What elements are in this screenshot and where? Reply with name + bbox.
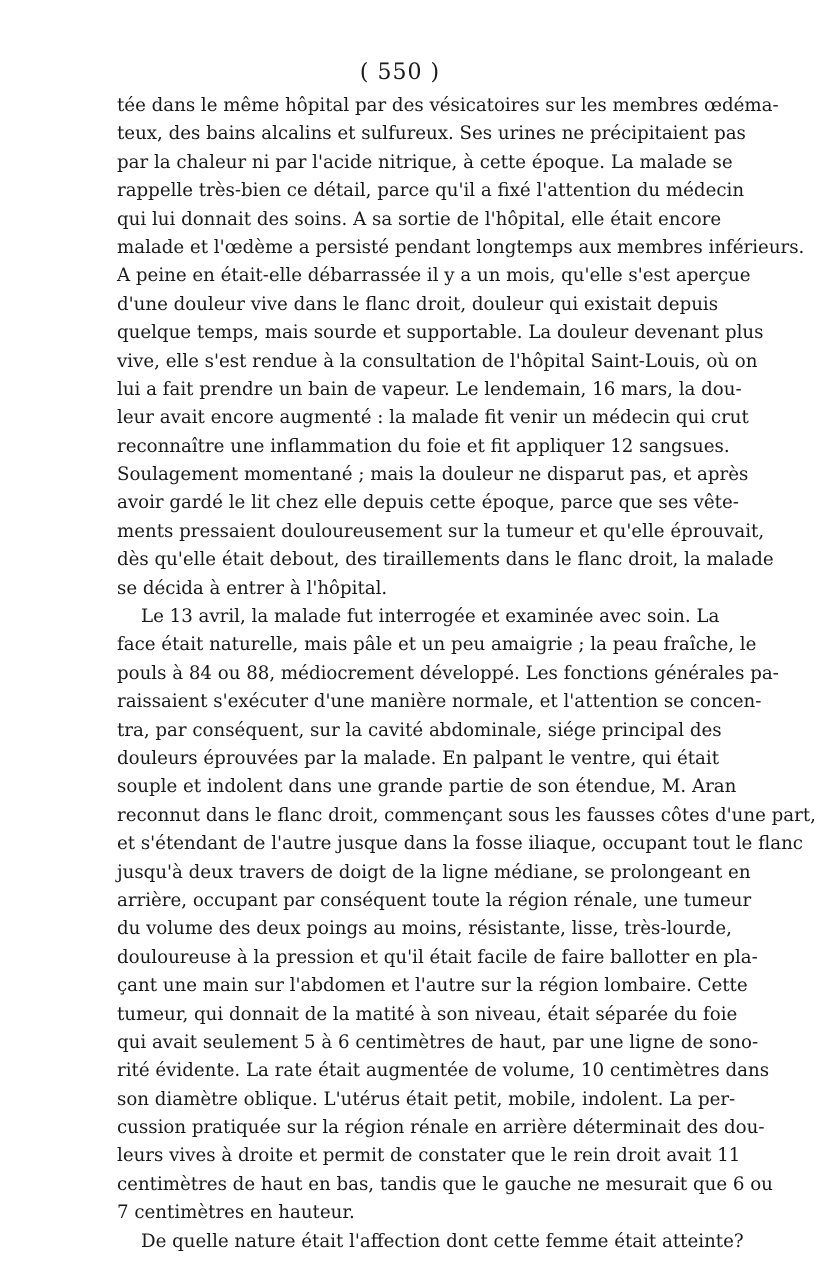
text-line: et s'étendant de l'autre jusque dans la fosse iliaque, occupant tout le flanc [117,833,803,855]
text-line: souple et indolent dans une grande partie de son étendue, M. Aran [117,776,737,798]
text-line: rappelle très-bien ce détail, parce qu'il a fixé l'attention du médecin [117,180,745,202]
text-line: qui avait seulement 5 à 6 centimètres de haut, par une ligne de sono- [117,1031,759,1053]
text-line: tée dans le même hôpital par des vésicatoires sur les membres œdéma- [117,95,779,116]
text-line: Le 13 avril, la malade fut interrogée et examinée avec soin. La [141,606,720,628]
text-line: De quelle nature était l'affection dont cette femme était atteinte? [141,1230,744,1252]
text-line: quelque temps, mais sourde et supportable. La douleur devenant plus [117,322,764,344]
text-line: ments pressaient douloureusement sur la tumeur et qu'elle éprouvait, [117,520,765,542]
text-line: raissaient s'exécuter d'une manière normale, et l'attention se concen- [117,691,762,713]
text-line: centimètres de haut en bas, tandis que le gauche ne mesurait que 6 ou [117,1173,773,1195]
text-line: leurs vives à droite et permit de constater que le rein droit avait 11 [117,1145,741,1167]
text-line: douloureuse à la pression et qu'il était facile de faire ballotter en pla- [117,946,758,968]
text-line: cussion pratiquée sur la région rénale en arrière déterminait des dou- [117,1117,765,1139]
text-line: çant une main sur l'abdomen et l'autre sur la région lombaire. Cette [117,975,748,997]
text-line: dès qu'elle était debout, des tiraillements dans le flanc droit, la malade [117,549,774,571]
text-line: malade et l'œdème a persisté pendant longtemps aux membres inférieurs. [117,236,805,258]
text-line: A peine en était-elle débarrassée il y a un mois, qu'elle s'est aperçue [117,265,751,287]
text-line: d'une douleur vive dans le flanc droit, douleur qui existait depuis [117,293,719,315]
text-line: face était naturelle, mais pâle et un peu amaigrie ; la peau fraîche, le [117,634,757,656]
text-line: teux, des bains alcalins et sulfureux. Ses urines ne précipitaient pas [117,123,746,145]
text-line: vive, elle s'est rendue à la consultation de l'hôpital Saint-Louis, où on [117,350,758,372]
text-line: reconnut dans le flanc droit, commençant sous les fausses côtes d'une part, [117,804,816,826]
text-line: avoir gardé le lit chez elle depuis cette époque, parce que ses vête- [117,492,739,514]
body-text [117,92,816,1256]
text-line: lui a fait prendre un bain de vapeur. Le lendemain, 16 mars, la dou- [117,378,742,400]
text-line: Soulagement momentané ; mais la douleur ne disparut pas, et après [117,464,749,486]
text-line: par la chaleur ni par l'acide nitrique, à cette époque. La malade se [117,151,733,173]
text-line: pouls à 84 ou 88, médiocrement développé. Les fonctions générales pa- [117,662,779,684]
text-line: arrière, occupant par conséquent toute la région rénale, une tumeur [117,889,752,911]
text-line: 7 centimètres en hauteur. [117,1202,355,1224]
text-line: du volume des deux poings au moins, résistante, lisse, très-lourde, [117,918,732,940]
text-line: douleurs éprouvées par la malade. En palpant le ventre, qui était [117,747,720,769]
text-line: jusqu'à deux travers de doigt de la ligne médiane, se prolongeant en [117,861,751,883]
text-line: leur avait encore augmenté : la malade fit venir un médecin qui crut [117,407,749,429]
page-number: ( 550 ) [359,60,441,85]
text-line: rité évidente. La rate était augmentée de volume, 10 centimètres dans [117,1060,770,1082]
text-line: reconnaître une inflammation du foie et fit appliquer 12 sangsues. [117,435,730,457]
text-line: tumeur, qui donnait de la matité à son niveau, était séparée du foie [117,1003,738,1025]
text-line: se décida à entrer à l'hôpital. [117,577,388,599]
text-line: son diamètre oblique. L'utérus était petit, mobile, indolent. La per- [117,1088,736,1110]
text-line: qui lui donnait des soins. A sa sortie de l'hôpital, elle était encore [117,208,722,230]
text-line: tra, par conséquent, sur la cavité abdominale, siége principal des [117,719,722,741]
